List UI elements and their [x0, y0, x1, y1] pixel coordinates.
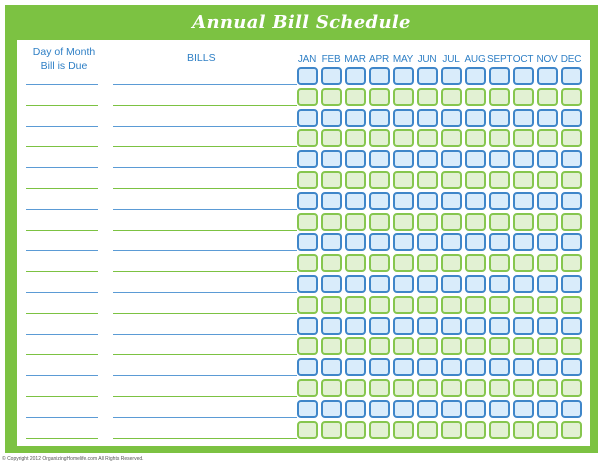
checkbox-sept[interactable] [489, 317, 510, 335]
checkbox-may[interactable] [393, 296, 414, 314]
day-due-line[interactable] [26, 250, 98, 251]
checkbox-jul[interactable] [441, 296, 462, 314]
checkbox-sept[interactable] [489, 192, 510, 210]
checkbox-jun[interactable] [417, 296, 438, 314]
checkbox-feb[interactable] [321, 358, 342, 376]
checkbox-may[interactable] [393, 317, 414, 335]
checkbox-sept[interactable] [489, 379, 510, 397]
checkbox-dec[interactable] [561, 337, 582, 355]
checkbox-sept[interactable] [489, 358, 510, 376]
checkbox-jul[interactable] [441, 109, 462, 127]
checkbox-sept[interactable] [489, 171, 510, 189]
checkbox-apr[interactable] [369, 337, 390, 355]
day-due-line[interactable] [26, 396, 98, 397]
month-header-mar: MAR [344, 54, 366, 65]
checkbox-aug[interactable] [465, 317, 486, 335]
checkbox-dec[interactable] [561, 400, 582, 418]
bill-name-line[interactable] [113, 167, 297, 168]
month-header-sept: SEPT [487, 54, 513, 65]
checkbox-dec[interactable] [561, 88, 582, 106]
checkbox-nov[interactable] [537, 254, 558, 272]
checkbox-jul[interactable] [441, 421, 462, 439]
checkbox-jun[interactable] [417, 358, 438, 376]
checkbox-jan[interactable] [297, 254, 318, 272]
checkbox-dec[interactable] [561, 67, 582, 85]
checkbox-nov[interactable] [537, 275, 558, 293]
month-header-feb: FEB [321, 54, 341, 65]
checkbox-jan[interactable] [297, 150, 318, 168]
checkbox-jun[interactable] [417, 379, 438, 397]
bill-name-line[interactable] [113, 334, 297, 335]
checkbox-jun[interactable] [417, 337, 438, 355]
checkbox-apr[interactable] [369, 400, 390, 418]
checkbox-feb[interactable] [321, 213, 342, 231]
checkbox-dec[interactable] [561, 358, 582, 376]
checkbox-mar[interactable] [345, 296, 366, 314]
checkbox-apr[interactable] [369, 213, 390, 231]
checkbox-jan[interactable] [297, 317, 318, 335]
checkbox-may[interactable] [393, 233, 414, 251]
checkbox-feb[interactable] [321, 67, 342, 85]
month-header-jun: JUN [417, 54, 437, 65]
day-due-line[interactable] [26, 105, 98, 106]
checkbox-jun[interactable] [417, 129, 438, 147]
checkbox-jan[interactable] [297, 109, 318, 127]
checkbox-nov[interactable] [537, 296, 558, 314]
checkbox-may[interactable] [393, 337, 414, 355]
checkbox-feb[interactable] [321, 109, 342, 127]
checkbox-apr[interactable] [369, 379, 390, 397]
checkbox-jun[interactable] [417, 233, 438, 251]
checkbox-jul[interactable] [441, 213, 462, 231]
checkbox-mar[interactable] [345, 317, 366, 335]
checkbox-apr[interactable] [369, 109, 390, 127]
checkbox-sept[interactable] [489, 400, 510, 418]
checkbox-sept[interactable] [489, 421, 510, 439]
checkbox-oct[interactable] [513, 233, 534, 251]
checkbox-aug[interactable] [465, 88, 486, 106]
checkbox-mar[interactable] [345, 275, 366, 293]
checkbox-jan[interactable] [297, 275, 318, 293]
day-due-line[interactable] [26, 271, 98, 272]
checkbox-jun[interactable] [417, 67, 438, 85]
checkbox-apr[interactable] [369, 317, 390, 335]
checkbox-feb[interactable] [321, 421, 342, 439]
checkbox-jan[interactable] [297, 129, 318, 147]
checkbox-oct[interactable] [513, 88, 534, 106]
checkbox-mar[interactable] [345, 233, 366, 251]
checkbox-oct[interactable] [513, 358, 534, 376]
day-header-line-2: Bill is Due [40, 60, 88, 72]
checkbox-feb[interactable] [321, 275, 342, 293]
checkbox-sept[interactable] [489, 337, 510, 355]
checkbox-jul[interactable] [441, 379, 462, 397]
checkbox-jul[interactable] [441, 233, 462, 251]
checkbox-jul[interactable] [441, 275, 462, 293]
bill-name-line[interactable] [113, 126, 297, 127]
checkbox-oct[interactable] [513, 337, 534, 355]
checkbox-apr[interactable] [369, 296, 390, 314]
checkbox-nov[interactable] [537, 129, 558, 147]
checkbox-may[interactable] [393, 379, 414, 397]
checkbox-aug[interactable] [465, 192, 486, 210]
checkbox-feb[interactable] [321, 254, 342, 272]
checkbox-may[interactable] [393, 275, 414, 293]
checkbox-apr[interactable] [369, 171, 390, 189]
checkbox-mar[interactable] [345, 358, 366, 376]
checkbox-sept[interactable] [489, 88, 510, 106]
checkbox-aug[interactable] [465, 400, 486, 418]
month-header-oct: OCT [512, 54, 534, 65]
checkbox-jan[interactable] [297, 337, 318, 355]
checkbox-jan[interactable] [297, 67, 318, 85]
checkbox-dec[interactable] [561, 150, 582, 168]
day-header-line-1: Day of Month [32, 46, 96, 58]
checkbox-jun[interactable] [417, 275, 438, 293]
checkbox-may[interactable] [393, 192, 414, 210]
checkbox-feb[interactable] [321, 233, 342, 251]
bill-name-line[interactable] [113, 230, 297, 231]
checkbox-feb[interactable] [321, 171, 342, 189]
month-header-nov: NOV [536, 54, 558, 65]
checkbox-aug[interactable] [465, 233, 486, 251]
checkbox-mar[interactable] [345, 171, 366, 189]
day-due-line[interactable] [26, 354, 98, 355]
checkbox-aug[interactable] [465, 296, 486, 314]
checkbox-jan[interactable] [297, 88, 318, 106]
checkbox-jun[interactable] [417, 150, 438, 168]
checkbox-dec[interactable] [561, 296, 582, 314]
checkbox-nov[interactable] [537, 317, 558, 335]
checkbox-nov[interactable] [537, 400, 558, 418]
checkbox-feb[interactable] [321, 192, 342, 210]
month-header-apr: APR [369, 54, 389, 65]
day-due-line[interactable] [26, 334, 98, 335]
checkbox-nov[interactable] [537, 88, 558, 106]
checkbox-may[interactable] [393, 88, 414, 106]
checkbox-feb[interactable] [321, 400, 342, 418]
copyright-footer: © Copyright 2012 OrganizingHomelife.com All Rights Reserved. [2, 456, 144, 462]
checkbox-sept[interactable] [489, 296, 510, 314]
checkbox-aug[interactable] [465, 150, 486, 168]
checkbox-jul[interactable] [441, 171, 462, 189]
checkbox-dec[interactable] [561, 254, 582, 272]
checkbox-mar[interactable] [345, 129, 366, 147]
checkbox-oct[interactable] [513, 213, 534, 231]
checkbox-sept[interactable] [489, 275, 510, 293]
checkbox-aug[interactable] [465, 213, 486, 231]
checkbox-oct[interactable] [513, 129, 534, 147]
checkbox-jul[interactable] [441, 317, 462, 335]
checkbox-nov[interactable] [537, 421, 558, 439]
checkbox-jan[interactable] [297, 213, 318, 231]
day-of-month-header [25, 45, 103, 73]
checkbox-oct[interactable] [513, 67, 534, 85]
checkbox-may[interactable] [393, 213, 414, 231]
checkbox-dec[interactable] [561, 275, 582, 293]
checkbox-jan[interactable] [297, 358, 318, 376]
day-due-line[interactable] [26, 417, 98, 418]
checkbox-nov[interactable] [537, 233, 558, 251]
checkbox-nov[interactable] [537, 337, 558, 355]
checkbox-dec[interactable] [561, 129, 582, 147]
checkbox-jul[interactable] [441, 400, 462, 418]
checkbox-sept[interactable] [489, 129, 510, 147]
checkbox-aug[interactable] [465, 421, 486, 439]
checkbox-aug[interactable] [465, 171, 486, 189]
checkbox-jan[interactable] [297, 400, 318, 418]
checkbox-nov[interactable] [537, 150, 558, 168]
bill-name-line[interactable] [113, 396, 297, 397]
checkbox-nov[interactable] [537, 379, 558, 397]
checkbox-aug[interactable] [465, 337, 486, 355]
checkbox-apr[interactable] [369, 67, 390, 85]
checkbox-jul[interactable] [441, 129, 462, 147]
checkbox-jul[interactable] [441, 150, 462, 168]
checkbox-jun[interactable] [417, 192, 438, 210]
checkbox-aug[interactable] [465, 67, 486, 85]
bill-name-line[interactable] [113, 313, 297, 314]
checkbox-aug[interactable] [465, 109, 486, 127]
checkbox-oct[interactable] [513, 109, 534, 127]
checkbox-may[interactable] [393, 400, 414, 418]
checkbox-oct[interactable] [513, 296, 534, 314]
bill-name-line[interactable] [113, 438, 297, 439]
checkbox-oct[interactable] [513, 171, 534, 189]
checkbox-dec[interactable] [561, 421, 582, 439]
month-header-jan: JAN [297, 54, 317, 65]
checkbox-nov[interactable] [537, 67, 558, 85]
checkbox-may[interactable] [393, 129, 414, 147]
checkbox-apr[interactable] [369, 421, 390, 439]
day-due-line[interactable] [26, 167, 98, 168]
checkbox-jan[interactable] [297, 421, 318, 439]
checkbox-aug[interactable] [465, 379, 486, 397]
checkbox-oct[interactable] [513, 400, 534, 418]
day-due-line[interactable] [26, 146, 98, 147]
day-due-line[interactable] [26, 313, 98, 314]
checkbox-apr[interactable] [369, 275, 390, 293]
checkbox-nov[interactable] [537, 171, 558, 189]
bill-name-line[interactable] [113, 84, 297, 85]
checkbox-mar[interactable] [345, 254, 366, 272]
day-due-line[interactable] [26, 375, 98, 376]
checkbox-jun[interactable] [417, 213, 438, 231]
checkbox-nov[interactable] [537, 192, 558, 210]
checkbox-jul[interactable] [441, 337, 462, 355]
checkbox-sept[interactable] [489, 67, 510, 85]
checkbox-dec[interactable] [561, 379, 582, 397]
checkbox-jul[interactable] [441, 88, 462, 106]
checkbox-may[interactable] [393, 358, 414, 376]
checkbox-oct[interactable] [513, 150, 534, 168]
checkbox-apr[interactable] [369, 254, 390, 272]
day-due-line[interactable] [26, 126, 98, 127]
checkbox-mar[interactable] [345, 400, 366, 418]
checkbox-oct[interactable] [513, 421, 534, 439]
checkbox-dec[interactable] [561, 192, 582, 210]
month-header-dec: DEC [560, 54, 582, 65]
bill-name-line[interactable] [113, 209, 297, 210]
checkbox-feb[interactable] [321, 88, 342, 106]
checkbox-oct[interactable] [513, 275, 534, 293]
bill-name-line[interactable] [113, 271, 297, 272]
checkbox-jul[interactable] [441, 192, 462, 210]
checkbox-apr[interactable] [369, 233, 390, 251]
page-frame [5, 5, 598, 453]
bill-name-line[interactable] [113, 188, 297, 189]
checkbox-jun[interactable] [417, 421, 438, 439]
checkbox-jan[interactable] [297, 171, 318, 189]
checkbox-nov[interactable] [537, 213, 558, 231]
checkbox-may[interactable] [393, 109, 414, 127]
checkbox-oct[interactable] [513, 254, 534, 272]
checkbox-apr[interactable] [369, 192, 390, 210]
checkbox-jun[interactable] [417, 254, 438, 272]
checkbox-mar[interactable] [345, 109, 366, 127]
day-due-line[interactable] [26, 438, 98, 439]
checkbox-mar[interactable] [345, 192, 366, 210]
checkbox-aug[interactable] [465, 254, 486, 272]
checkbox-jan[interactable] [297, 296, 318, 314]
checkbox-may[interactable] [393, 421, 414, 439]
checkbox-nov[interactable] [537, 109, 558, 127]
bill-name-line[interactable] [113, 292, 297, 293]
checkbox-aug[interactable] [465, 358, 486, 376]
checkbox-jun[interactable] [417, 171, 438, 189]
page-title: Annual Bill Schedule [192, 12, 411, 33]
checkbox-jun[interactable] [417, 400, 438, 418]
bill-name-line[interactable] [113, 146, 297, 147]
checkbox-mar[interactable] [345, 421, 366, 439]
checkbox-may[interactable] [393, 67, 414, 85]
checkbox-sept[interactable] [489, 213, 510, 231]
checkbox-jun[interactable] [417, 317, 438, 335]
month-header-jul: JUL [442, 54, 460, 65]
month-header-aug: AUG [464, 54, 486, 65]
checkbox-feb[interactable] [321, 150, 342, 168]
checkbox-jan[interactable] [297, 379, 318, 397]
checkbox-mar[interactable] [345, 150, 366, 168]
month-header-row [295, 53, 590, 67]
checkbox-feb[interactable] [321, 317, 342, 335]
bill-name-line[interactable] [113, 417, 297, 418]
checkbox-apr[interactable] [369, 358, 390, 376]
checkbox-mar[interactable] [345, 337, 366, 355]
checkbox-dec[interactable] [561, 233, 582, 251]
checkbox-may[interactable] [393, 150, 414, 168]
checkbox-feb[interactable] [321, 129, 342, 147]
checkbox-dec[interactable] [561, 213, 582, 231]
day-due-line[interactable] [26, 84, 98, 85]
checkbox-jul[interactable] [441, 67, 462, 85]
checkbox-may[interactable] [393, 171, 414, 189]
bill-name-line[interactable] [113, 250, 297, 251]
checkbox-sept[interactable] [489, 109, 510, 127]
checkbox-apr[interactable] [369, 150, 390, 168]
checkbox-dec[interactable] [561, 317, 582, 335]
checkbox-dec[interactable] [561, 171, 582, 189]
checkbox-mar[interactable] [345, 213, 366, 231]
checkbox-jun[interactable] [417, 109, 438, 127]
checkbox-mar[interactable] [345, 67, 366, 85]
bill-name-line[interactable] [113, 105, 297, 106]
checkbox-mar[interactable] [345, 88, 366, 106]
checkbox-mar[interactable] [345, 379, 366, 397]
day-due-line[interactable] [26, 209, 98, 210]
checkbox-jun[interactable] [417, 88, 438, 106]
checkbox-aug[interactable] [465, 275, 486, 293]
checkbox-oct[interactable] [513, 192, 534, 210]
checkbox-feb[interactable] [321, 379, 342, 397]
checkbox-sept[interactable] [489, 254, 510, 272]
day-due-line[interactable] [26, 292, 98, 293]
checkbox-jul[interactable] [441, 358, 462, 376]
schedule-sheet [17, 40, 590, 446]
checkbox-feb[interactable] [321, 337, 342, 355]
checkbox-oct[interactable] [513, 379, 534, 397]
bill-name-line[interactable] [113, 375, 297, 376]
checkbox-jan[interactable] [297, 233, 318, 251]
checkbox-oct[interactable] [513, 317, 534, 335]
bill-name-line[interactable] [113, 354, 297, 355]
checkbox-apr[interactable] [369, 88, 390, 106]
day-due-line[interactable] [26, 188, 98, 189]
checkbox-nov[interactable] [537, 358, 558, 376]
checkbox-sept[interactable] [489, 150, 510, 168]
month-header-may: MAY [392, 54, 414, 65]
checkbox-may[interactable] [393, 254, 414, 272]
checkbox-jul[interactable] [441, 254, 462, 272]
checkbox-jan[interactable] [297, 192, 318, 210]
checkbox-aug[interactable] [465, 129, 486, 147]
day-due-line[interactable] [26, 230, 98, 231]
checkbox-feb[interactable] [321, 296, 342, 314]
checkbox-sept[interactable] [489, 233, 510, 251]
checkbox-dec[interactable] [561, 109, 582, 127]
bills-header: BILLS [187, 52, 216, 64]
checkbox-apr[interactable] [369, 129, 390, 147]
